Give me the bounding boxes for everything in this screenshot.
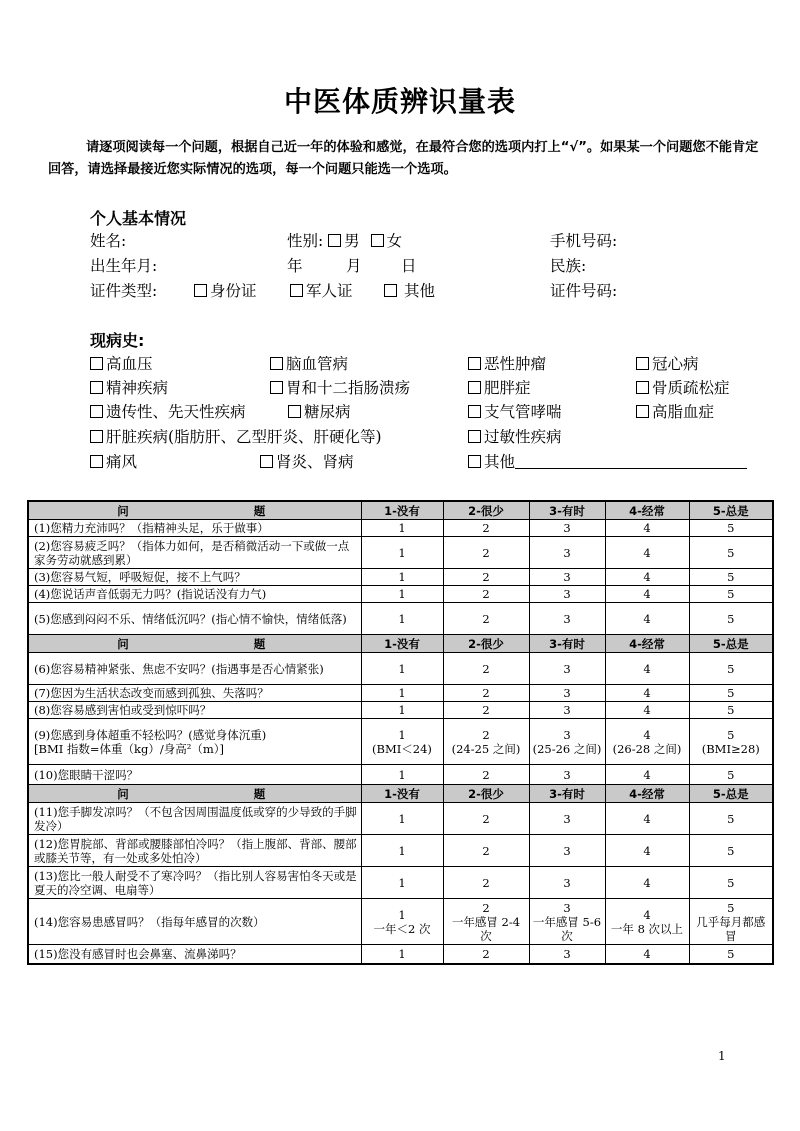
option-score: 1 bbox=[398, 570, 406, 584]
checkbox[interactable] bbox=[468, 357, 481, 370]
option-score: 3 bbox=[563, 811, 571, 826]
id-card-label: 身份证 bbox=[210, 282, 257, 300]
gender-label: 性别: bbox=[287, 232, 324, 250]
answer-option[interactable] bbox=[443, 653, 529, 685]
female-label: 女 bbox=[386, 232, 403, 250]
question-line: (9)您感到身体超重不轻松吗？(感觉身体沉重) bbox=[34, 727, 267, 742]
question-row bbox=[28, 899, 773, 945]
checkbox[interactable] bbox=[90, 405, 103, 418]
question-line: (2)您容易疲乏吗？（指体力如何，是否稍微活动一下或做一点家务劳动就感到累） bbox=[34, 538, 350, 567]
header-option: 3-有时 bbox=[529, 635, 605, 653]
checkbox[interactable] bbox=[288, 405, 301, 418]
question-text bbox=[28, 603, 361, 635]
option-score: 4 bbox=[643, 811, 651, 826]
page-number: 1 bbox=[718, 1049, 726, 1063]
answer-option[interactable] bbox=[361, 945, 443, 964]
question-line: (10)您眼睛干涩吗？ bbox=[34, 767, 139, 782]
option-score: 5 bbox=[727, 811, 735, 826]
question-text bbox=[28, 653, 361, 685]
header-option: 2-很少 bbox=[443, 501, 529, 520]
answer-option[interactable] bbox=[605, 653, 689, 685]
answer-option[interactable] bbox=[529, 867, 605, 899]
history-heading: 现病史: bbox=[90, 331, 145, 350]
option-score: 5 bbox=[727, 686, 735, 700]
checkbox[interactable] bbox=[468, 430, 481, 443]
option-score: 4 bbox=[643, 727, 651, 742]
answer-option[interactable] bbox=[529, 537, 605, 569]
checkbox[interactable] bbox=[636, 405, 649, 418]
answer-option[interactable] bbox=[361, 520, 443, 537]
answer-option[interactable] bbox=[529, 719, 605, 765]
answer-option[interactable] bbox=[361, 765, 443, 785]
table-header-row bbox=[28, 785, 773, 803]
question-text bbox=[28, 765, 361, 785]
answer-option[interactable] bbox=[443, 719, 529, 765]
option-score: 3 bbox=[563, 703, 571, 717]
option-score: 2 bbox=[482, 727, 490, 742]
option-score: 3 bbox=[563, 570, 571, 584]
gender-field bbox=[287, 229, 402, 251]
header-question: 问 题 bbox=[28, 501, 361, 520]
checkbox[interactable] bbox=[636, 381, 649, 394]
answer-option[interactable] bbox=[529, 899, 605, 945]
answer-option[interactable] bbox=[605, 719, 689, 765]
option-description: 一年＜2 次 bbox=[373, 921, 431, 936]
history-item[interactable]: 过敏性疾病 bbox=[468, 425, 562, 447]
checkbox[interactable] bbox=[270, 357, 283, 370]
option-description: (26-28 之间) bbox=[612, 741, 682, 756]
option-score: 2 bbox=[482, 570, 490, 584]
option-score: 5 bbox=[727, 703, 735, 717]
checkbox[interactable] bbox=[468, 381, 481, 394]
id-type-label: 证件类型: bbox=[90, 282, 158, 300]
answer-option[interactable] bbox=[443, 520, 529, 537]
option-score: 2 bbox=[482, 686, 490, 700]
checkbox[interactable] bbox=[270, 381, 283, 394]
option-description: (24-25 之间) bbox=[451, 741, 521, 756]
option-score: 1 bbox=[398, 767, 406, 782]
option-score: 2 bbox=[482, 661, 490, 676]
phone-label: 手机号码: bbox=[550, 232, 618, 250]
history-item[interactable]: 骨质疏松症 bbox=[636, 376, 730, 398]
table-header-row bbox=[28, 501, 773, 520]
answer-option[interactable] bbox=[689, 719, 773, 765]
option-score: 5 bbox=[727, 611, 735, 626]
question-row bbox=[28, 537, 773, 569]
answer-option[interactable] bbox=[605, 945, 689, 964]
option-score: 4 bbox=[643, 521, 651, 535]
question-row bbox=[28, 586, 773, 603]
history-item[interactable]: 遗传性、先天性疾病 bbox=[90, 400, 246, 422]
header-option: 4-经常 bbox=[605, 635, 689, 653]
option-score: 1 bbox=[398, 587, 406, 601]
question-line: (12)您胃脘部、背部或腰膝部怕冷吗？（指上腹部、背部、腰部或膝关节等，有一处或多处怕冷） bbox=[34, 836, 357, 865]
checkbox[interactable] bbox=[636, 357, 649, 370]
id-card-checkbox[interactable] bbox=[194, 284, 207, 297]
answer-option[interactable] bbox=[361, 685, 443, 702]
option-score: 3 bbox=[563, 843, 571, 858]
answer-option[interactable] bbox=[605, 569, 689, 586]
month-label: 月 bbox=[346, 257, 362, 275]
answer-option[interactable] bbox=[361, 537, 443, 569]
option-score: 1 bbox=[398, 727, 406, 742]
answer-option[interactable] bbox=[443, 945, 529, 964]
other-id-checkbox[interactable] bbox=[384, 284, 397, 297]
header-option: 2-很少 bbox=[443, 635, 529, 653]
option-score: 5 bbox=[727, 545, 735, 560]
option-score: 4 bbox=[643, 661, 651, 676]
answer-option[interactable] bbox=[689, 685, 773, 702]
option-score: 5 bbox=[727, 727, 735, 742]
answer-option[interactable] bbox=[443, 702, 529, 719]
option-score: 3 bbox=[563, 661, 571, 676]
header-option: 1-没有 bbox=[361, 635, 443, 653]
other-id-label: 其他 bbox=[404, 282, 436, 300]
answer-option[interactable] bbox=[605, 586, 689, 603]
option-score: 1 bbox=[398, 875, 406, 890]
answer-option[interactable] bbox=[689, 835, 773, 867]
answer-option[interactable] bbox=[529, 586, 605, 603]
option-description: 几乎每月都感冒 bbox=[696, 914, 766, 943]
question-text bbox=[28, 719, 361, 765]
answer-option[interactable] bbox=[361, 653, 443, 685]
answer-option[interactable] bbox=[529, 569, 605, 586]
history-item[interactable]: 糖尿病 bbox=[288, 400, 351, 422]
answer-option[interactable] bbox=[529, 945, 605, 964]
answer-option[interactable] bbox=[443, 803, 529, 835]
question-text bbox=[28, 586, 361, 603]
answer-option[interactable] bbox=[443, 899, 529, 945]
header-option: 3-有时 bbox=[529, 501, 605, 520]
history-item[interactable]: 胃和十二指肠溃疡 bbox=[270, 376, 410, 398]
question-row bbox=[28, 867, 773, 899]
table-header-row bbox=[28, 635, 773, 653]
question-line: (4)您说话声音低弱无力吗？(指说话没有力气) bbox=[34, 587, 267, 601]
option-score: 2 bbox=[482, 900, 490, 915]
answer-option[interactable] bbox=[361, 569, 443, 586]
page-title: 中医体质辨识量表 bbox=[283, 85, 516, 118]
question-text bbox=[28, 702, 361, 719]
option-score: 3 bbox=[563, 521, 571, 535]
option-score: 4 bbox=[643, 875, 651, 890]
question-row bbox=[28, 569, 773, 586]
answer-option[interactable] bbox=[443, 586, 529, 603]
history-item[interactable]: 痛风 bbox=[90, 450, 137, 472]
checkbox[interactable] bbox=[90, 357, 103, 370]
answer-option[interactable] bbox=[529, 702, 605, 719]
history-item[interactable]: 肝脏疾病(脂肪肝、乙型肝炎、肝硬化等) bbox=[90, 425, 382, 447]
answer-option[interactable] bbox=[529, 685, 605, 702]
option-score: 4 bbox=[643, 545, 651, 560]
answer-option[interactable] bbox=[689, 765, 773, 785]
option-score: 3 bbox=[563, 587, 571, 601]
header-option: 1-没有 bbox=[361, 501, 443, 520]
answer-option[interactable] bbox=[361, 702, 443, 719]
answer-option[interactable] bbox=[443, 569, 529, 586]
header-option: 5-总是 bbox=[689, 635, 773, 653]
header-option: 5-总是 bbox=[689, 501, 773, 520]
history-item[interactable]: 冠心病 bbox=[636, 352, 699, 374]
option-score: 5 bbox=[727, 875, 735, 890]
answer-option[interactable] bbox=[605, 537, 689, 569]
option-score: 5 bbox=[727, 521, 735, 535]
answer-option[interactable] bbox=[361, 867, 443, 899]
option-score: 3 bbox=[563, 946, 571, 961]
answer-option[interactable] bbox=[689, 803, 773, 835]
history-item[interactable]: 高脂血症 bbox=[636, 400, 714, 422]
answer-option[interactable] bbox=[443, 765, 529, 785]
question-text bbox=[28, 835, 361, 867]
option-score: 4 bbox=[643, 946, 651, 961]
question-line: (13)您比一般人耐受不了寒冷吗？（指比别人容易害怕冬天或是夏天的冷空调、电扇等） bbox=[34, 868, 357, 897]
answer-option[interactable] bbox=[605, 803, 689, 835]
question-text bbox=[28, 803, 361, 835]
question-line: (15)您没有感冒时也会鼻塞、流鼻涕吗？ bbox=[34, 946, 242, 961]
question-line: (8)您容易感到害怕或受到惊吓吗？ bbox=[34, 703, 212, 717]
option-score: 3 bbox=[563, 875, 571, 890]
option-score: 3 bbox=[563, 767, 571, 782]
question-text bbox=[28, 899, 361, 945]
option-score: 1 bbox=[398, 907, 406, 922]
question-line: (5)您感到闷闷不乐、情绪低沉吗？(指心情不愉快，情绪低落) bbox=[34, 611, 347, 626]
id-no-label: 证件号码: bbox=[550, 282, 618, 300]
answer-option[interactable] bbox=[689, 653, 773, 685]
answer-option[interactable] bbox=[443, 603, 529, 635]
option-score: 1 bbox=[398, 611, 406, 626]
option-score: 1 bbox=[398, 545, 406, 560]
option-score: 3 bbox=[563, 727, 571, 742]
question-note: [BMI 指数=体重（kg）/身高²（m）] bbox=[34, 741, 225, 756]
ethnic-label: 民族: bbox=[550, 257, 587, 275]
header-option: 5-总是 bbox=[689, 785, 773, 803]
option-score: 4 bbox=[643, 587, 651, 601]
answer-option[interactable] bbox=[605, 835, 689, 867]
option-score: 1 bbox=[398, 843, 406, 858]
birth-label: 出生年月: bbox=[90, 257, 158, 275]
answer-option[interactable] bbox=[361, 835, 443, 867]
option-score: 2 bbox=[482, 611, 490, 626]
question-row bbox=[28, 945, 773, 964]
history-item[interactable]: 肥胖症 bbox=[468, 376, 531, 398]
answer-option[interactable] bbox=[689, 702, 773, 719]
option-score: 1 bbox=[398, 686, 406, 700]
question-row bbox=[28, 835, 773, 867]
day-label: 日 bbox=[401, 257, 417, 275]
option-score: 4 bbox=[643, 907, 651, 922]
answer-option[interactable] bbox=[605, 520, 689, 537]
question-text bbox=[28, 520, 361, 537]
option-score: 3 bbox=[563, 545, 571, 560]
question-text bbox=[28, 867, 361, 899]
answer-option[interactable] bbox=[605, 867, 689, 899]
question-line: (3)您容易气短，呼吸短促，接不上气吗？ bbox=[34, 570, 246, 584]
option-score: 2 bbox=[482, 521, 490, 535]
option-score: 2 bbox=[482, 587, 490, 601]
question-line: (1)您精力充沛吗？（指精神头足，乐于做事） bbox=[34, 521, 269, 535]
option-score: 5 bbox=[727, 767, 735, 782]
answer-option[interactable] bbox=[361, 899, 443, 945]
history-item[interactable]: 脑血管病 bbox=[270, 352, 348, 374]
question-row bbox=[28, 702, 773, 719]
answer-option[interactable] bbox=[361, 803, 443, 835]
option-description: 一年感冒 2-4 次 bbox=[451, 914, 521, 943]
year-label: 年 bbox=[287, 257, 303, 275]
questionnaire-table bbox=[27, 500, 774, 965]
option-score: 4 bbox=[643, 570, 651, 584]
answer-option[interactable] bbox=[689, 603, 773, 635]
checkbox[interactable] bbox=[90, 455, 103, 468]
answer-option[interactable] bbox=[361, 603, 443, 635]
option-score: 1 bbox=[398, 521, 406, 535]
option-description: (25-26 之间) bbox=[532, 741, 602, 756]
military-checkbox[interactable] bbox=[290, 284, 303, 297]
checkbox[interactable] bbox=[468, 455, 481, 468]
question-text bbox=[28, 537, 361, 569]
answer-option[interactable] bbox=[443, 685, 529, 702]
answer-option[interactable] bbox=[605, 603, 689, 635]
option-score: 1 bbox=[398, 661, 406, 676]
answer-option[interactable] bbox=[529, 803, 605, 835]
option-description: (BMI＜24) bbox=[372, 741, 432, 756]
answer-option[interactable] bbox=[361, 719, 443, 765]
header-option: 4-经常 bbox=[605, 501, 689, 520]
option-score: 2 bbox=[482, 843, 490, 858]
question-line: (6)您容易精神紧张、焦虑不安吗？(指遇事是否心情紧张) bbox=[34, 661, 324, 676]
option-score: 2 bbox=[482, 946, 490, 961]
question-row bbox=[28, 653, 773, 685]
military-label: 军人证 bbox=[306, 282, 353, 300]
question-row bbox=[28, 719, 773, 765]
male-label: 男 bbox=[344, 232, 360, 250]
checkbox[interactable] bbox=[90, 381, 103, 394]
answer-option[interactable] bbox=[689, 569, 773, 586]
option-score: 1 bbox=[398, 811, 406, 826]
other-input-line[interactable] bbox=[515, 454, 747, 469]
question-row bbox=[28, 685, 773, 702]
option-description: 一年 8 次以上 bbox=[610, 921, 684, 936]
option-score: 2 bbox=[482, 875, 490, 890]
answer-option[interactable] bbox=[689, 520, 773, 537]
history-item[interactable]: 精神疾病 bbox=[90, 376, 168, 398]
history-item[interactable]: 肾炎、肾病 bbox=[260, 450, 354, 472]
instructions: 请逐项阅读每一个问题，根据自己近一年的体验和感觉，在最符合您的选项内打上“√”。如果某一个问题您不能肯定回答，请选择最接近您实际情况的选项，每一个问题只能选一个选项。 bbox=[48, 140, 759, 177]
question-row bbox=[28, 765, 773, 785]
answer-option[interactable] bbox=[443, 835, 529, 867]
option-score: 2 bbox=[482, 703, 490, 717]
option-score: 5 bbox=[727, 661, 735, 676]
option-score: 4 bbox=[643, 767, 651, 782]
header-option: 3-有时 bbox=[529, 785, 605, 803]
question-row bbox=[28, 603, 773, 635]
option-score: 5 bbox=[727, 570, 735, 584]
male-checkbox[interactable] bbox=[328, 234, 341, 247]
checkbox[interactable] bbox=[90, 430, 103, 443]
question-line: (7)您因为生活状态改变而感到孤独、失落吗？ bbox=[34, 686, 269, 700]
history-item[interactable]: 支气管哮喘 bbox=[468, 400, 562, 422]
option-score: 4 bbox=[643, 843, 651, 858]
option-description: 一年感冒 5-6 次 bbox=[532, 914, 602, 943]
answer-option[interactable] bbox=[605, 702, 689, 719]
answer-option[interactable] bbox=[443, 867, 529, 899]
question-row bbox=[28, 520, 773, 537]
option-score: 4 bbox=[643, 703, 651, 717]
option-score: 3 bbox=[563, 611, 571, 626]
option-score: 2 bbox=[482, 545, 490, 560]
option-score: 5 bbox=[727, 587, 735, 601]
option-score: 5 bbox=[727, 843, 735, 858]
option-score: 3 bbox=[563, 900, 571, 915]
answer-option[interactable] bbox=[689, 899, 773, 945]
answer-option[interactable] bbox=[689, 867, 773, 899]
option-score: 1 bbox=[398, 946, 406, 961]
answer-option[interactable] bbox=[529, 520, 605, 537]
question-text bbox=[28, 685, 361, 702]
answer-option[interactable] bbox=[605, 685, 689, 702]
answer-option[interactable] bbox=[529, 603, 605, 635]
history-item[interactable]: 恶性肿瘤 bbox=[468, 352, 546, 374]
question-line: (11)您手脚发凉吗？（不包含因周围温度低或穿的少导致的手脚发冷） bbox=[34, 804, 357, 833]
header-question: 问 题 bbox=[28, 785, 361, 803]
answer-option[interactable] bbox=[605, 765, 689, 785]
question-text bbox=[28, 569, 361, 586]
checkbox[interactable] bbox=[260, 455, 273, 468]
answer-option[interactable] bbox=[529, 653, 605, 685]
question-row bbox=[28, 803, 773, 835]
history-item[interactable]: 其他 bbox=[468, 450, 747, 472]
option-score: 2 bbox=[482, 811, 490, 826]
id-card-option bbox=[194, 279, 257, 301]
option-score: 3 bbox=[563, 686, 571, 700]
history-item[interactable]: 高血压 bbox=[90, 352, 153, 374]
other-id-option bbox=[384, 279, 435, 301]
question-line: (14)您容易患感冒吗？（指每年感冒的次数） bbox=[34, 914, 265, 929]
option-score: 1 bbox=[398, 703, 406, 717]
option-description: (BMI≥28) bbox=[701, 741, 760, 756]
answer-option[interactable] bbox=[689, 945, 773, 964]
header-option: 4-经常 bbox=[605, 785, 689, 803]
question-text bbox=[28, 945, 361, 964]
header-option: 2-很少 bbox=[443, 785, 529, 803]
header-question: 问 题 bbox=[28, 635, 361, 653]
answer-option[interactable] bbox=[605, 899, 689, 945]
personal-info-heading: 个人基本情况 bbox=[90, 209, 187, 228]
answer-option[interactable] bbox=[361, 586, 443, 603]
option-score: 4 bbox=[643, 686, 651, 700]
answer-option[interactable] bbox=[689, 586, 773, 603]
answer-option[interactable] bbox=[689, 537, 773, 569]
name-label: 姓名: bbox=[90, 232, 127, 250]
header-option: 1-没有 bbox=[361, 785, 443, 803]
option-score: 2 bbox=[482, 767, 490, 782]
checkbox[interactable] bbox=[468, 405, 481, 418]
answer-option[interactable] bbox=[529, 835, 605, 867]
answer-option[interactable] bbox=[529, 765, 605, 785]
option-score: 5 bbox=[727, 900, 735, 915]
answer-option[interactable] bbox=[443, 537, 529, 569]
military-option bbox=[290, 279, 353, 301]
female-checkbox[interactable] bbox=[371, 234, 384, 247]
option-score: 5 bbox=[727, 946, 735, 961]
option-score: 4 bbox=[643, 611, 651, 626]
